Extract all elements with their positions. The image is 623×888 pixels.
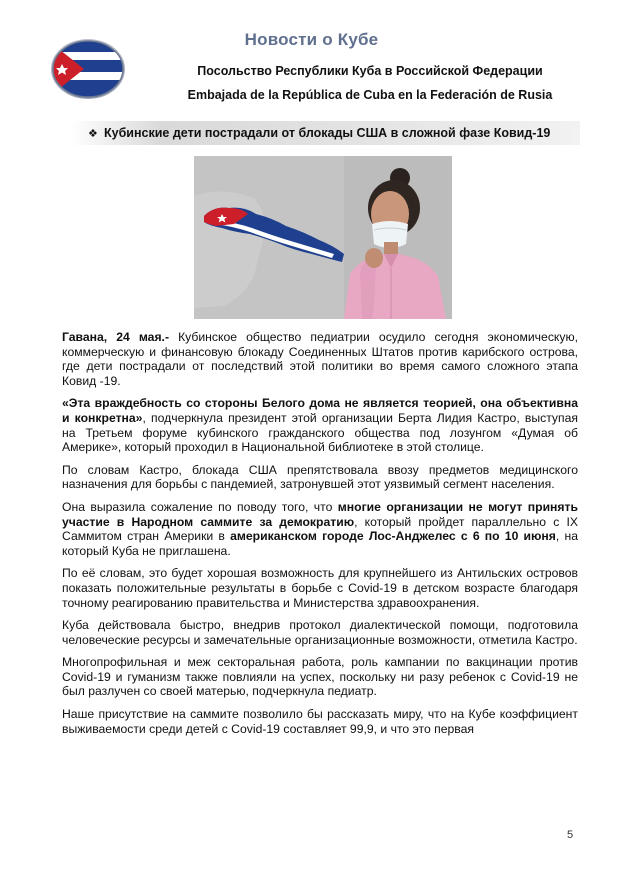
- woman-with-mask-and-cuba-map-photo: [194, 156, 452, 319]
- embassy-name-es: Embajada de la República de Cuba en la Federación de Rusia: [187, 88, 553, 102]
- paragraph-6: Куба действовала быстро, внедрив протокол диалектической помощи, подготовила человеческие ресурсы и замечательные организационные возможности, отметила Кастро.: [62, 618, 578, 647]
- paragraph-4-bold-2: американском городе Лос-Анджелес с 6 по 10 июня: [230, 529, 556, 544]
- paragraph-8: Наше присутствие на саммите позволило бы рассказать миру, что на Кубе коэффициент выживаемости среди детей с Covid-19 составляет 99,9, и что это первая: [62, 707, 578, 736]
- dateline: Гавана, 24 мая.-: [62, 330, 170, 344]
- article-body: [62, 330, 578, 744]
- paragraph-3: По словам Кастро, блокада США препятствовала ввозу предметов медицинского назначения для борьбы с пандемией, затронувшей этот уязвимый сегмент населения.: [62, 462, 578, 492]
- paragraph-2: [62, 396, 578, 454]
- bullet-icon: ❖: [88, 128, 98, 140]
- paragraph-2-text: , подчеркнула президент этой организации Берта Лидия Кастро, выступая на Третьем форуме кубинского гражданского общества под лозунгом «Думая об Америке», который проходил в Национальной библиотеке в этой столице.: [62, 410, 578, 455]
- paragraph-5: По её словам, это будет хорошая возможность для крупнейшего из Антильских островов показать положительные результаты в борьбе с Covid-19 в детском возрасте благодаря точному реагированию правительства и Министерства здравоохранения.: [62, 566, 578, 610]
- paragraph-4-text-a: Она выразила сожаление по поводу того, что: [62, 499, 338, 514]
- paragraph-4: [62, 500, 578, 558]
- paragraph-4-bold-1: многие организации не могут принять участие в Народном саммите за демократию: [62, 499, 578, 529]
- article-headline: [88, 126, 550, 140]
- paragraph-1: [62, 330, 578, 388]
- paragraph-1-text: Кубинское общество педиатрии осудило сегодня экономическую, коммерческую и финансовую блокаду Соединенных Штатов против карибского острова, где дети пострадали от последствий этой политики во время самого сложного этапа Ковид -19.: [62, 330, 578, 388]
- headline-text: Кубинские дети пострадали от блокады США в сложной фазе Ковид-19: [104, 126, 551, 140]
- paragraph-7: Многопрофильная и меж секторальная работа, роль кампании по вакцинации против Covid-19 и гуманизм также повлияли на успех, поскольку ни разу ребенок с Covid-19 не был разлучен со своей матерью, подчеркнула педиатр.: [62, 655, 578, 699]
- quote-bold: «Эта враждебность со стороны Белого дома не является теорией, она объективна и конкретна»: [62, 396, 578, 425]
- page-number: 5: [567, 829, 574, 841]
- paragraph-4-text-b: , который пройдет параллельно с IX Саммитом стран Америки в: [62, 514, 578, 544]
- embassy-name-ru: Посольство Республики Куба в Российской Федерации: [197, 64, 543, 78]
- paragraph-4-text-c: , на который Куба не приглашена.: [62, 529, 579, 558]
- site-title: Новости о Кубе: [244, 30, 379, 49]
